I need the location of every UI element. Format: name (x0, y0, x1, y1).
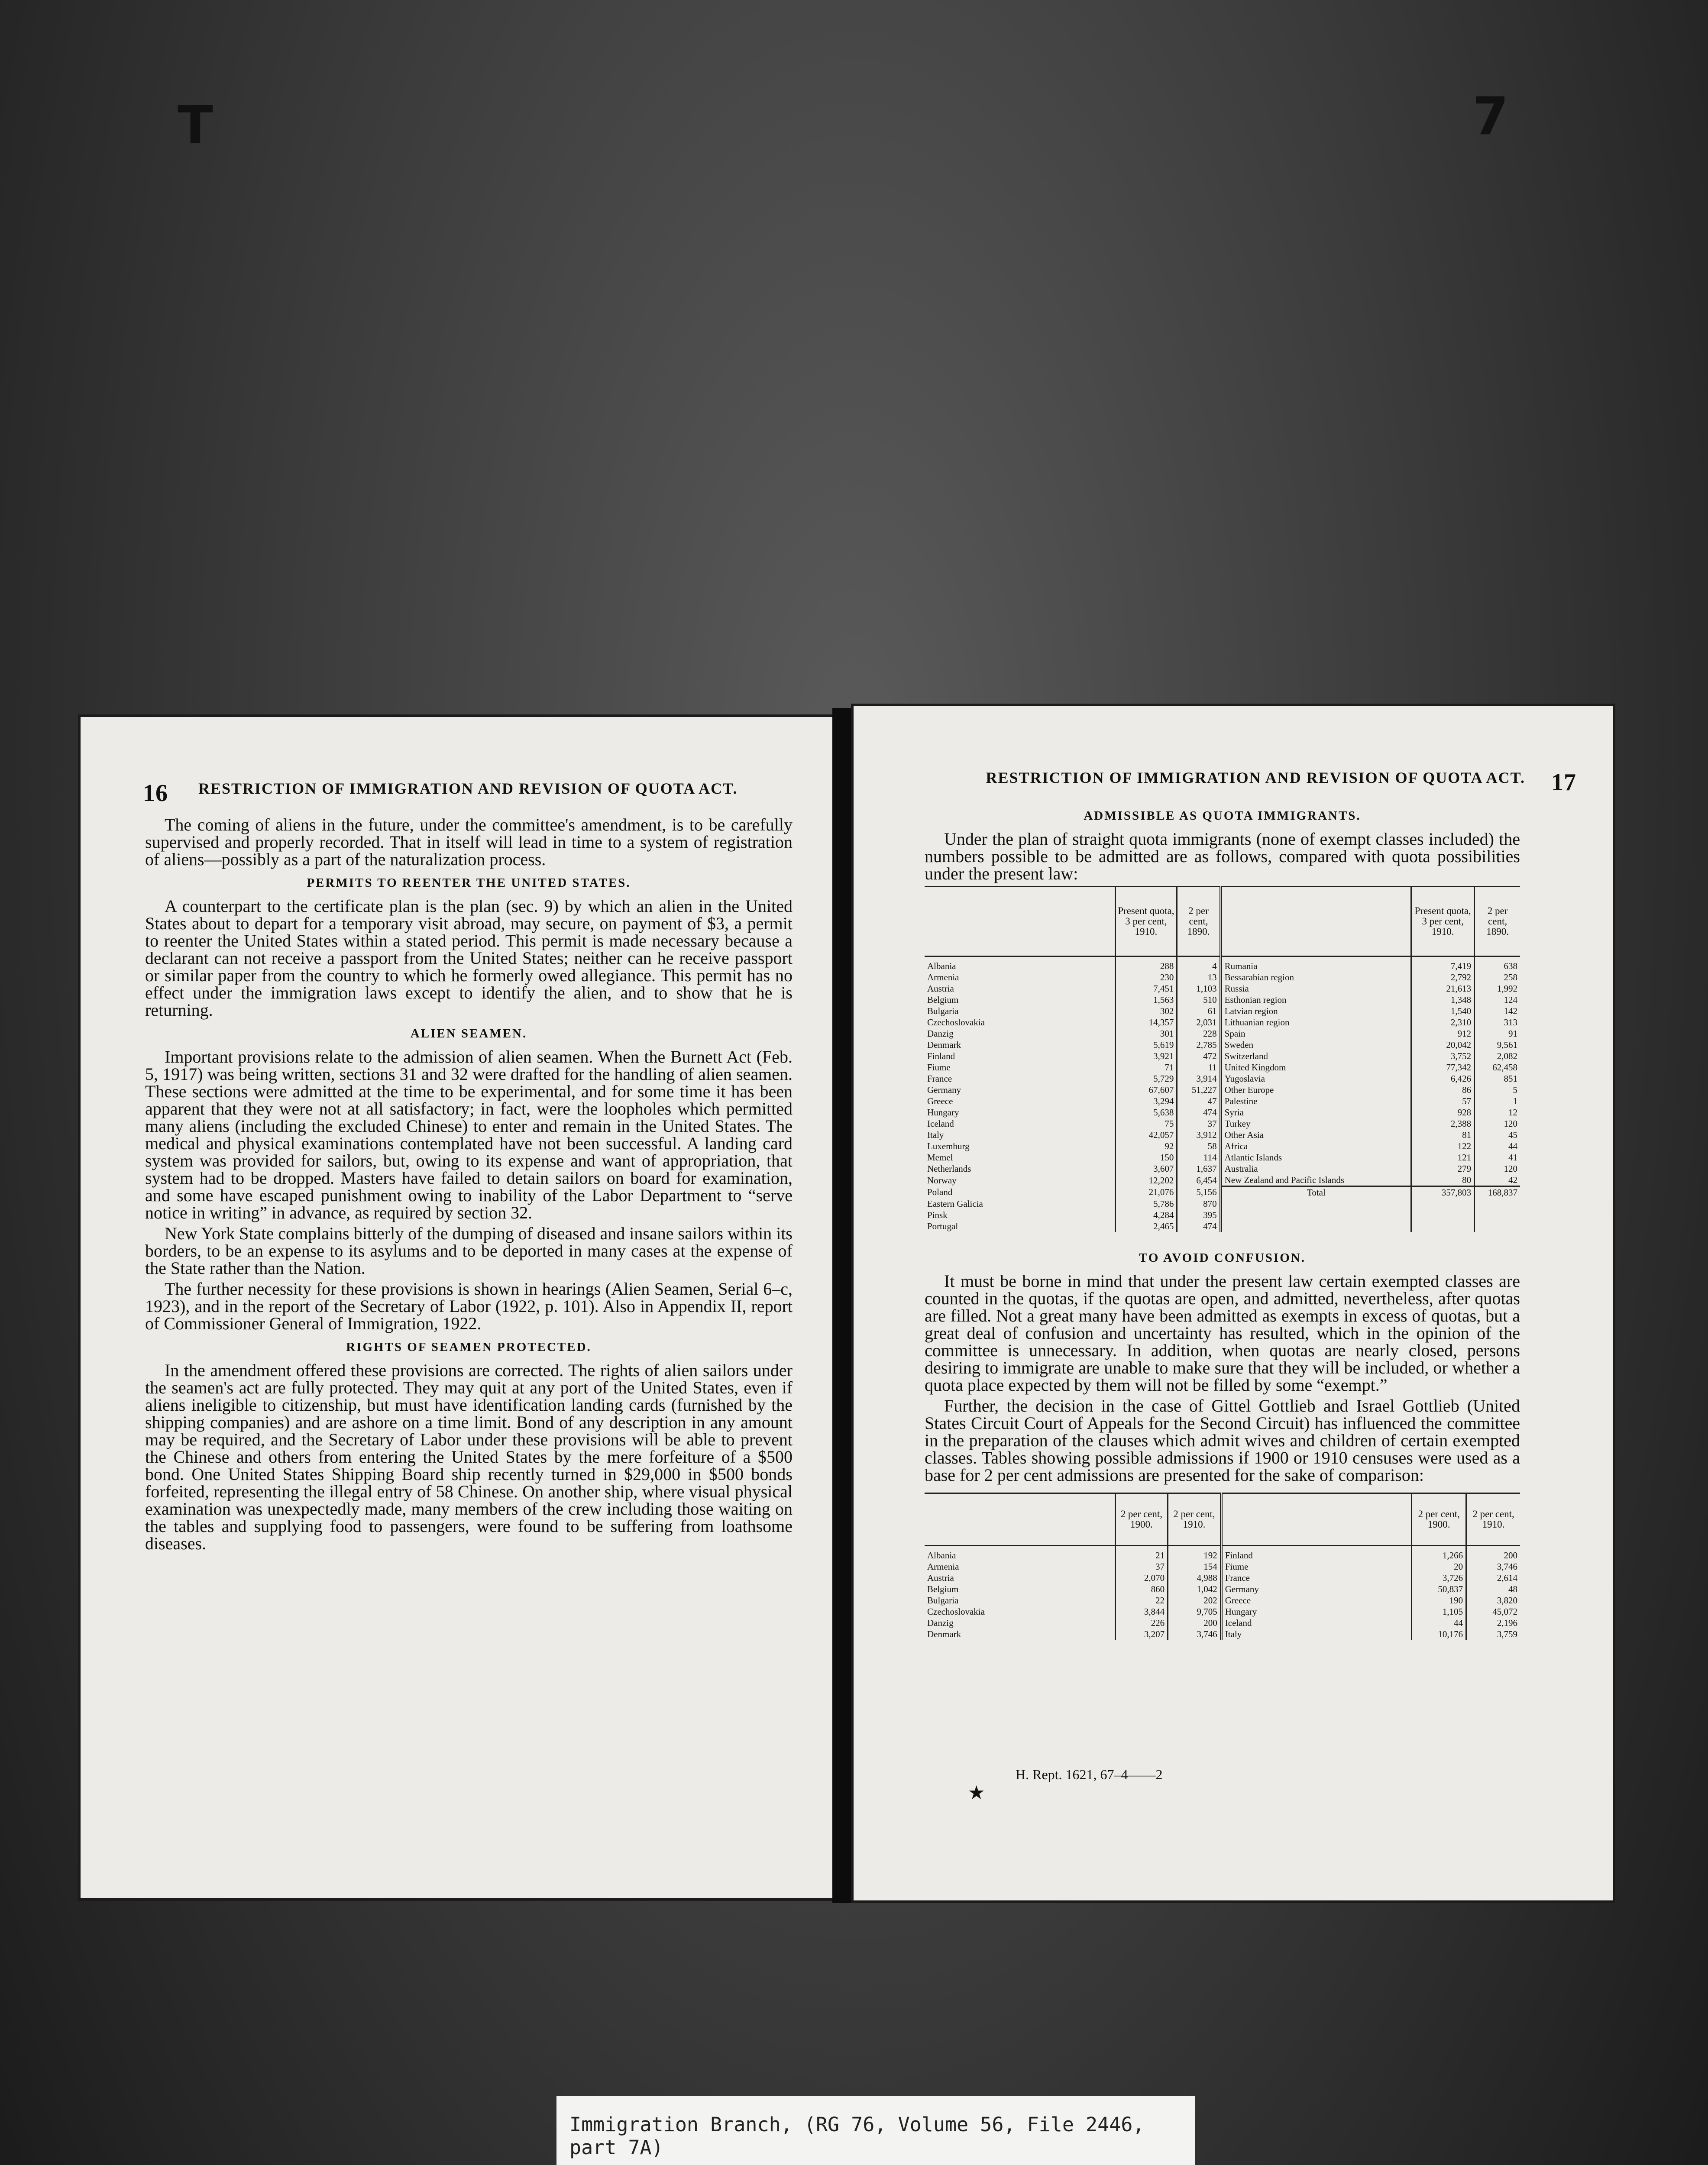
quota-value: 3,207 (1115, 1629, 1168, 1640)
quota-value: 114 (1177, 1152, 1221, 1163)
quota-value: 120 (1475, 1118, 1520, 1129)
country-name: Germany (927, 1085, 961, 1095)
quota-value: 5 (1475, 1084, 1520, 1095)
quota-value: 860 (1115, 1583, 1168, 1595)
country-name: Atlantic Islands (1221, 1152, 1411, 1163)
quota-value: 313 (1475, 1017, 1520, 1028)
right-page-body (925, 801, 1520, 1640)
quota-value: 14,357 (1115, 1017, 1177, 1028)
country-name: Iceland (1221, 1617, 1412, 1629)
running-head: RESTRICTION OF IMMIGRATION AND REVISION OF QUOTA ACT. (198, 780, 738, 797)
quota-value: 3,912 (1177, 1129, 1221, 1141)
quota-value: 7,451 (1115, 983, 1177, 994)
quota-value: 2,196 (1466, 1617, 1520, 1629)
country-name: Other Asia (1221, 1129, 1411, 1141)
quota-value: 474 (1177, 1107, 1221, 1118)
country-name: Danzig (927, 1618, 954, 1628)
country-name: Greece (927, 1096, 953, 1106)
quota-value: 2,070 (1115, 1572, 1168, 1583)
column-header: 2 per cent, 1890. (1475, 887, 1520, 956)
quota-value: 302 (1115, 1005, 1177, 1017)
country-name: Sweden (1221, 1039, 1411, 1050)
country-name: Italy (927, 1130, 944, 1140)
country-name: Fiume (927, 1062, 951, 1073)
country-name: France (1221, 1572, 1412, 1583)
country-name: Hungary (1221, 1606, 1412, 1617)
country-name: Armenia (927, 972, 959, 982)
country-name: Memel (927, 1152, 953, 1163)
quota-value: 91 (1475, 1028, 1520, 1039)
table-row (925, 1174, 1520, 1186)
quota-value: 2,031 (1177, 1017, 1221, 1028)
quota-value: 1,563 (1115, 994, 1177, 1005)
table-row (925, 1572, 1520, 1583)
section-heading-permits: PERMITS TO REENTER THE UNITED STATES. (307, 876, 631, 890)
quota-value: 3,921 (1115, 1050, 1177, 1062)
country-name: New Zealand and Pacific Islands (1221, 1174, 1411, 1186)
quota-value: 67,607 (1115, 1084, 1177, 1095)
quota-value: 474 (1177, 1221, 1221, 1232)
quota-value: 1,540 (1411, 1005, 1475, 1017)
country-name: Switzerland (1221, 1050, 1411, 1062)
quota-value: 45 (1475, 1129, 1520, 1141)
running-head: RESTRICTION OF IMMIGRATION AND REVISION OF QUOTA ACT. (986, 769, 1525, 786)
country-name: Czechoslovakia (927, 1017, 985, 1028)
country-name: Danzig (927, 1028, 954, 1039)
quota-value: 7,419 (1411, 956, 1475, 972)
quota-value: 5,729 (1115, 1073, 1177, 1084)
quota-value: 154 (1168, 1561, 1221, 1572)
corner-mark-left: T (178, 95, 213, 155)
quota-value: 202 (1168, 1595, 1221, 1606)
table-row (925, 1629, 1520, 1640)
quota-value: 5,156 (1177, 1186, 1221, 1199)
country-name: Total (1221, 1186, 1411, 1199)
country-name: Italy (1221, 1629, 1412, 1640)
quota-value: 9,561 (1475, 1039, 1520, 1050)
archive-reference-label: Immigration Branch, (RG 76, Volume 56, File 2446, part 7A) (556, 2096, 1195, 2165)
country-name: Norway (927, 1175, 957, 1186)
country-name: Belgium (927, 995, 959, 1005)
quota-table-header (925, 887, 1520, 956)
quota-value: 3,820 (1466, 1595, 1520, 1606)
table-row (925, 1073, 1520, 1084)
quota-value: 912 (1411, 1028, 1475, 1039)
table-row (925, 983, 1520, 994)
quota-value: 3,844 (1115, 1606, 1168, 1617)
quota-value: 71 (1115, 1062, 1177, 1073)
country-name: Spain (1221, 1028, 1411, 1039)
table-row (925, 1129, 1520, 1141)
country-name: Germany (1221, 1583, 1412, 1595)
table-row (925, 972, 1520, 983)
paragraph-intro: The coming of aliens in the future, under the committee's amendment, is to be carefully supervised and properly recorded. That in itself will lead in time to a system of registration of aliens—possibly as a part of the naturalization process. (145, 815, 793, 869)
quota-value: 21 (1115, 1546, 1168, 1561)
quota-value: 48 (1466, 1583, 1520, 1595)
country-name: Albania (927, 961, 956, 971)
page-number: 16 (143, 780, 168, 807)
quota-value: 3,746 (1466, 1561, 1520, 1572)
quota-value: 3,607 (1115, 1163, 1177, 1174)
quota-value: 86 (1411, 1084, 1475, 1095)
quota-value: 4 (1177, 956, 1221, 972)
country-name: Fiume (1221, 1561, 1412, 1572)
table-row (925, 1141, 1520, 1152)
country-name: Bulgaria (927, 1006, 959, 1016)
country-name: Australia (1221, 1163, 1411, 1174)
country-name: Denmark (927, 1040, 961, 1050)
table-row (925, 1107, 1520, 1118)
quota-value: 77,342 (1411, 1062, 1475, 1073)
quota-value: 192 (1168, 1546, 1221, 1561)
quota-value: 5,638 (1115, 1107, 1177, 1118)
country-name: Eastern Galicia (927, 1199, 983, 1209)
quota-value: 51,227 (1177, 1084, 1221, 1095)
quota-value: 200 (1168, 1617, 1221, 1629)
table-row (925, 1186, 1520, 1199)
quota-value: 3,294 (1115, 1095, 1177, 1107)
section-heading-rights: RIGHTS OF SEAMEN PROTECTED. (346, 1340, 592, 1354)
table-row (925, 1152, 1520, 1163)
paragraph-admissible: Under the plan of straight quota immigrants (none of exempt classes included) the numbers possible to be admitted are as follows, compared with quota possibilities under the present law: (925, 829, 1520, 883)
country-name: Denmark (927, 1629, 961, 1639)
quota-value: 122 (1411, 1141, 1475, 1152)
quota-value: 6,426 (1411, 1073, 1475, 1084)
comparison-table-body (925, 1546, 1520, 1640)
table-row (925, 1084, 1520, 1095)
quota-value: 42,057 (1115, 1129, 1177, 1141)
table-row (925, 1118, 1520, 1129)
quota-table (925, 886, 1520, 1232)
quota-value: 21,076 (1115, 1186, 1177, 1199)
quota-value: 12,202 (1115, 1174, 1177, 1186)
table-row (925, 1583, 1520, 1595)
quota-value: 81 (1411, 1129, 1475, 1141)
quota-value: 510 (1177, 994, 1221, 1005)
country-name: Turkey (1221, 1118, 1411, 1129)
quota-value: 1,348 (1411, 994, 1475, 1005)
quota-value: 851 (1475, 1073, 1520, 1084)
table-row (925, 1005, 1520, 1017)
quota-value: 2,388 (1411, 1118, 1475, 1129)
quota-value: 50,837 (1412, 1583, 1466, 1595)
right-page (851, 704, 1615, 1903)
country-name: Latvian region (1221, 1005, 1411, 1017)
quota-value: 3,726 (1412, 1572, 1466, 1583)
table-row (925, 1039, 1520, 1050)
country-name: Austria (927, 983, 954, 994)
quota-value: 1,637 (1177, 1163, 1221, 1174)
quota-value: 1,992 (1475, 983, 1520, 994)
country-name: Poland (927, 1187, 953, 1198)
quota-value: 2,465 (1115, 1221, 1177, 1232)
country-name: Africa (1221, 1141, 1411, 1152)
table-row (925, 1561, 1520, 1572)
quota-value: 395 (1177, 1209, 1221, 1221)
table-row (925, 1028, 1520, 1039)
quota-value: 357,803 (1411, 1186, 1475, 1199)
country-name: Armenia (927, 1561, 959, 1572)
quota-value: 37 (1115, 1561, 1168, 1572)
country-name: Austria (927, 1573, 954, 1583)
table-row (925, 1221, 1520, 1232)
country-name: Esthonian region (1221, 994, 1411, 1005)
star-mark: ★ (968, 1782, 985, 1803)
quota-value: 200 (1466, 1546, 1520, 1561)
quota-value: 1,105 (1412, 1606, 1466, 1617)
quota-value: 301 (1115, 1028, 1177, 1039)
quota-value: 47 (1177, 1095, 1221, 1107)
country-name: France (927, 1073, 952, 1084)
quota-value: 37 (1177, 1118, 1221, 1129)
column-header: 2 per cent, 1910. (1168, 1493, 1221, 1546)
column-header: Present quota, 3 per cent, 1910. (1411, 887, 1475, 956)
quota-value: 62,458 (1475, 1062, 1520, 1073)
country-name: Albania (927, 1550, 956, 1561)
country-name: Syria (1221, 1107, 1411, 1118)
country-name: Other Europe (1221, 1084, 1411, 1095)
quota-value: 190 (1412, 1595, 1466, 1606)
column-header: Present quota, 3 per cent, 1910. (1115, 887, 1177, 956)
country-name: United Kingdom (1221, 1062, 1411, 1073)
quota-value: 3,752 (1411, 1050, 1475, 1062)
quota-value: 1 (1475, 1095, 1520, 1107)
section-heading-alien-seamen: ALIEN SEAMEN. (410, 1027, 527, 1040)
quota-value: 1,042 (1168, 1583, 1221, 1595)
quota-value: 57 (1411, 1095, 1475, 1107)
left-page-header (143, 779, 801, 807)
table-row (925, 1209, 1520, 1221)
table-row (925, 1050, 1520, 1062)
quota-value: 124 (1475, 994, 1520, 1005)
quota-value: 150 (1115, 1152, 1177, 1163)
quota-value: 20,042 (1411, 1039, 1475, 1050)
column-header: 2 per cent, 1900. (1412, 1493, 1466, 1546)
table-row (925, 956, 1520, 972)
page-number: 17 (1551, 769, 1576, 796)
quota-value: 142 (1475, 1005, 1520, 1017)
quota-value: 228 (1177, 1028, 1221, 1039)
quota-value: 258 (1475, 972, 1520, 983)
quota-value: 9,705 (1168, 1606, 1221, 1617)
column-header: 2 per cent, 1890. (1177, 887, 1221, 956)
quota-value: 1,103 (1177, 983, 1221, 994)
quota-value: 41 (1475, 1152, 1520, 1163)
section-heading-admissible: ADMISSIBLE AS QUOTA IMMIGRANTS. (1084, 809, 1361, 823)
column-header: 2 per cent, 1910. (1466, 1493, 1520, 1546)
quota-value: 20 (1412, 1561, 1466, 1572)
paragraph-permits: A counterpart to the certificate plan is the plan (sec. 9) by which an alien in the United States about to depart for a temporary visit abroad, may secure, on payment of $3, a permit to reenter the United States within a stated period. This permit is made necessary because a declarant can not receive a passport from the United States; neither can he receive passport or similar paper from the country to which he formerly owed allegiance. This permit has no effect under the immigration laws except to identify the alien, and to show that he is returning. (145, 896, 793, 1020)
quota-value: 58 (1177, 1141, 1221, 1152)
quota-value: 279 (1411, 1163, 1475, 1174)
country-name: Luxemburg (927, 1141, 970, 1151)
quota-value: 3,746 (1168, 1629, 1221, 1640)
paragraph-confusion-2: Further, the decision in the case of Gittel Gottlieb and Israel Gottlieb (United States Circuit Court of Appeals for the Second Circuit) has influenced the committee in the preparation of the clauses which admit wives and children of certain exempted classes. Tables showing possible admissions if 1900 or 1910 censuses were used as a base for 2 per cent admissions are presented for the sake of comparison: (925, 1396, 1520, 1485)
quota-value: 4,988 (1168, 1572, 1221, 1583)
paragraph-seamen-3: The further necessity for these provisions is shown in hearings (Alien Seamen, Serial 6–c, 1923), and in the report of the Secretary of Labor (1922, p. 101). Also in Appendix II, report of Commissioner General of Immigration, 1922. (145, 1279, 793, 1333)
corner-mark-right: 7 (1472, 87, 1509, 147)
quota-value: 3,759 (1466, 1629, 1520, 1640)
quota-value: 2,614 (1466, 1572, 1520, 1583)
quota-value: 22 (1115, 1595, 1168, 1606)
quota-value: 13 (1177, 972, 1221, 983)
table-row (925, 994, 1520, 1005)
quota-value: 121 (1411, 1152, 1475, 1163)
quota-value: 45,072 (1466, 1606, 1520, 1617)
quota-value: 638 (1475, 956, 1520, 972)
section-heading-confusion: TO AVOID CONFUSION. (1139, 1251, 1306, 1265)
quota-value: 5,619 (1115, 1039, 1177, 1050)
table-row (925, 1617, 1520, 1629)
left-page (78, 714, 840, 1901)
country-name: Finland (927, 1051, 955, 1061)
quota-value: 3,914 (1177, 1073, 1221, 1084)
paragraph-confusion-1: It must be borne in mind that under the present law certain exempted classes are counted in the quotas, if the quotas are open, and admitted, nevertheless, after quotas are filled. Not a great many have been admitted as exempts in excess of quotas, but a great deal of confusion and uncertainty has resulted, which in the opinion of the committee is unnecessary. In addition, when quotas are nearly closed, persons desiring to immigrate are unable to make sure that they will be included, or whether a quota place expected by them will not be filled by some “exempt.” (925, 1271, 1520, 1395)
comparison-table (925, 1493, 1520, 1640)
table-row (925, 1546, 1520, 1561)
quota-value: 230 (1115, 972, 1177, 983)
country-name: Czechoslovakia (927, 1606, 985, 1617)
country-name: Bessarabian region (1221, 972, 1411, 983)
table-row (925, 1606, 1520, 1617)
quota-value: 75 (1115, 1118, 1177, 1129)
quota-value: 2,082 (1475, 1050, 1520, 1062)
country-name: Yugoslavia (1221, 1073, 1411, 1084)
quota-value: 61 (1177, 1005, 1221, 1017)
quota-value: 4,284 (1115, 1209, 1177, 1221)
country-name: Iceland (927, 1118, 954, 1129)
paragraph-rights: In the amendment offered these provisions are corrected. The rights of alien sailors under the seamen's act are fully protected. They may quit at any port of the United States, even if aliens ineligible to citizenship, but must have identification landing cards (furnished by the shipping companies) and are ashore on a time limit. Bond of any description in any amount may be required, and the Secretary of Labor under these provisions will be able to prevent the Chinese and others from entering the United States by the mere forfeiture of a $500 bond. One United States Shipping Board ship recently turned in $29,000 in $500 bonds forfeited, representing the illegal entry of 58 Chinese. On another ship, where visual physical examination was unexpectedly made, many members of the crew including those waiting on the tables and supplying food to passengers, were found to be suffering from loathsome diseases. (145, 1360, 793, 1553)
country-name: Greece (1221, 1595, 1412, 1606)
left-page-body (145, 816, 793, 1556)
quota-value: 1,266 (1412, 1546, 1466, 1561)
quota-value: 12 (1475, 1107, 1520, 1118)
quota-value: 44 (1475, 1141, 1520, 1152)
paragraph-seamen-1: Important provisions relate to the admission of alien seamen. When the Burnett Act (Feb. 5, 1917) was being written, sections 31 and 32 were drafted for the handling of alien seamen. These sections were admitted at the time to be experimental, and for some time it has been apparent that they were not at all satisfactory; in fact, were the loopholes which permitted many aliens (including the excluded Chinese) to enter and remain in the United States. The medical and physical examinations contemplated have not been successful. A landing card system was provided for sailors, but, owing to its expense and want of appropriation, that system had to be dropped. Masters have failed to detain sailors on board for examination, and some have escaped punishment owing to inability of the Labor Department to “serve notice in writing” in advance, as required by section 32. (145, 1047, 793, 1222)
quota-value: 120 (1475, 1163, 1520, 1174)
quota-value: 6,454 (1177, 1174, 1221, 1186)
quota-table-body (925, 956, 1520, 1232)
column-header: 2 per cent, 1900. (1115, 1493, 1168, 1546)
paragraph-seamen-2: New York State complains bitterly of the dumping of diseased and insane sailors within its borders, to be an expense to its asylums and to be deported in many cases at the expense of the State rather than the Nation. (145, 1224, 793, 1278)
country-name: Netherlands (927, 1163, 971, 1174)
quota-value: 288 (1115, 956, 1177, 972)
page-footer: H. Rept. 1621, 67–4——2 (1016, 1767, 1163, 1782)
quota-value: 44 (1412, 1617, 1466, 1629)
quota-value: 226 (1115, 1617, 1168, 1629)
quota-value: 10,176 (1412, 1629, 1466, 1640)
country-name: Rumania (1221, 956, 1411, 972)
quota-value: 2,792 (1411, 972, 1475, 983)
right-page-header (916, 769, 1576, 796)
country-name: Finland (1221, 1546, 1412, 1561)
quota-value: 2,310 (1411, 1017, 1475, 1028)
quota-value: 168,837 (1475, 1186, 1520, 1199)
quota-value: 11 (1177, 1062, 1221, 1073)
table-row (925, 1062, 1520, 1073)
table-row (925, 1017, 1520, 1028)
country-name: Pinsk (927, 1210, 948, 1220)
quota-value: 928 (1411, 1107, 1475, 1118)
quota-value: 472 (1177, 1050, 1221, 1062)
country-name: Belgium (927, 1584, 959, 1594)
quota-value: 21,613 (1411, 983, 1475, 994)
comparison-table-header (925, 1493, 1520, 1546)
country-name: Lithuanian region (1221, 1017, 1411, 1028)
table-row (925, 1595, 1520, 1606)
country-name: Palestine (1221, 1095, 1411, 1107)
country-name: Hungary (927, 1107, 959, 1118)
country-name: Bulgaria (927, 1595, 959, 1606)
table-row (925, 1095, 1520, 1107)
quota-value: 42 (1475, 1174, 1520, 1186)
table-row (925, 1163, 1520, 1174)
quota-value: 870 (1177, 1198, 1221, 1209)
table-row (925, 1198, 1520, 1209)
quota-value: 92 (1115, 1141, 1177, 1152)
quota-value: 80 (1411, 1174, 1475, 1186)
country-name: Russia (1221, 983, 1411, 994)
quota-value: 2,785 (1177, 1039, 1221, 1050)
country-name: Portugal (927, 1221, 958, 1231)
quota-value: 5,786 (1115, 1198, 1177, 1209)
